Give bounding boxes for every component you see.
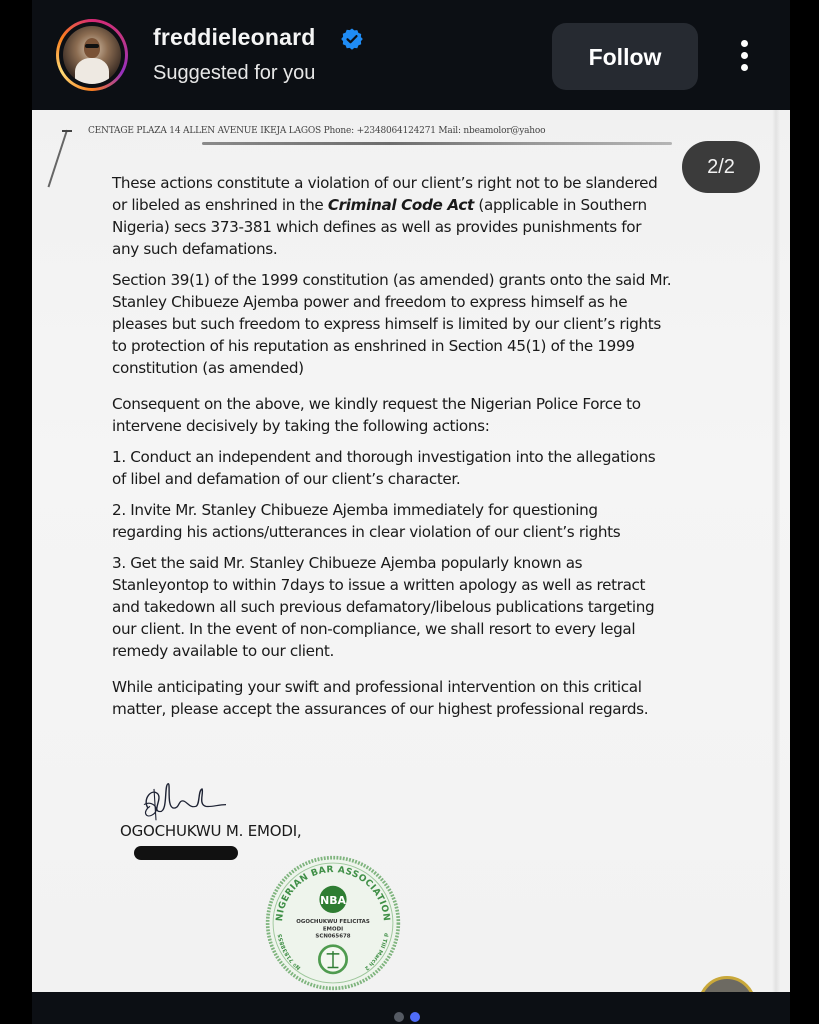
- action-item-1: 1. Conduct an independent and thorough investigation into the allegations of libel and defamation of our client’s character.: [112, 448, 656, 488]
- stamp-number: SCN065678: [315, 933, 351, 940]
- carousel-dot-2[interactable]: [410, 1012, 420, 1022]
- more-options-icon[interactable]: [732, 36, 758, 76]
- stamp-left-text: Nº 71838855: [277, 933, 303, 971]
- action-item-2: 2. Invite Mr. Stanley Chibueze Ajemba immediately for questioning regarding his actions/utterances in clear violation of our client’s rights: [112, 501, 621, 541]
- verified-badge-icon: [340, 27, 364, 51]
- stamp-ring-text: NIGERIAN BAR ASSOCIATION: [275, 865, 391, 922]
- letterhead-address: CENTAGE PLAZA 14 ALLEN AVENUE IKEJA LAGOS Phone: +2348064124271 Mail: nbeamolor@yahoo: [88, 126, 546, 136]
- paragraph-request: Consequent on the above, we kindly request the Nigerian Police Force to intervene decisively by taking the following actions:: [112, 395, 641, 435]
- signature-icon: [138, 782, 228, 822]
- letterhead-rule: [202, 142, 672, 145]
- carousel-indicator: [32, 992, 790, 1024]
- nba-seal-stamp: [264, 854, 402, 992]
- redaction-mark: [134, 846, 238, 860]
- paragraph-criminal-code: These actions constitute a violation of our client’s right not to be slandered or libeled as enshrined in the Criminal Code Act (applicable in Southern Nigeria) secs 373-381 which defines as well as provides punishments for any such defamations.: [112, 174, 658, 258]
- profile-photo: [63, 26, 121, 84]
- letter-body: [112, 172, 672, 729]
- signer-name: OGOCHUKWU M. EMODI,: [120, 822, 302, 840]
- stamp-right-text: d Till March 2: [363, 932, 389, 972]
- suggested-label: Suggested for you: [153, 62, 316, 84]
- post-image[interactable]: [32, 110, 790, 992]
- avatar[interactable]: [56, 19, 128, 91]
- username-link[interactable]: freddieleonard: [153, 24, 316, 50]
- follow-button[interactable]: Follow: [552, 23, 698, 90]
- emoji-reaction-icon[interactable]: [698, 976, 756, 992]
- paragraph-section-39: Section 39(1) of the 1999 constitution (as amended) grants onto the said Mr. Stanley Chibueze Ajemba power and freedom to express himself as he pleases but such freedom to express himself is limited by our client’s rights to protection of his reputation as enshrined in Section 45(1) of the 1999 constitution (as amended): [112, 271, 672, 377]
- stamp-holder-line1: OGOCHUKWU FELICITAS: [296, 919, 370, 925]
- post-header: [32, 0, 790, 110]
- instagram-post: [32, 0, 790, 1024]
- carousel-dot-1[interactable]: [394, 1012, 404, 1022]
- carousel-counter: 2/2: [682, 141, 760, 193]
- stamp-holder-line2: EMODI: [322, 926, 344, 933]
- stamp-badge: NBA: [320, 893, 346, 907]
- closing-paragraph: While anticipating your swift and professional intervention on this critical matter, please accept the assurances of our highest professional regards.: [112, 678, 649, 718]
- action-item-3: 3. Get the said Mr. Stanley Chibueze Ajemba popularly known as Stanleyontop to within 7days to issue a written apology as well as retract and takedown all such previous defamatory/libelous publications targeting our client. In the event of non-compliance, we shall resort to every legal remedy available to our client.: [112, 554, 655, 660]
